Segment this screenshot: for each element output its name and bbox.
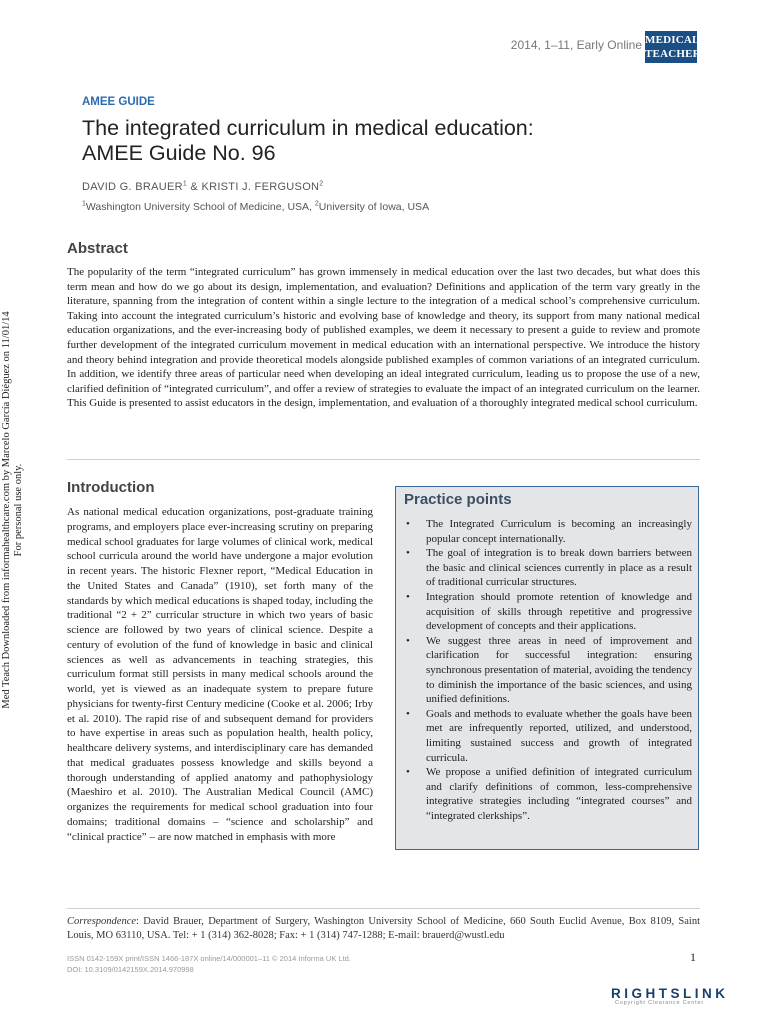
correspondence-text: : David Brauer, Department of Surgery, Washington University School of Medicine, 660 South Euclid Avenue, Box 8109, Saint Louis, MO 63110, USA. Tel: + 1 (314) 362-8028; Fax: + 1 (314) 747-1288; E-mail: brauerd@wustl.edu [67,916,700,941]
affiliation-mark: 2 [314,200,319,208]
abstract-text: The popularity of the term “integrated curriculum” has grown immensely in medical education over the last two decades, but what does this term mean and how do we go about its design, implementation, and evaluation? Definitions and application of the term vary greatly in the literature, spanning from the integration of content within a single lecture to the integration of a medical school’s comprehensive curriculum. Taking into account the integrated curriculum’s historic and evolving base of knowledge and theory, its support from many national medical education organizations, and the ever-increasing body of published examples, we deem it necessary to present a guide to review and promote further development of the integrated curriculum movement in medical education with an international perspective. We introduce the history and theory behind integration and provide theoretical models alongside published examples of common variations of an integrated curriculum. In addition, we identify three areas of particular need when developing an ideal integrated curriculum, leading us to propose the use of a new, clarified definition of “integrated curriculum”, and offer a review of strategies to evaluate the impact of an integrated curriculum on the learner. This Guide is presented to assist educators in the design, implementation, and evaluation of a thoroughly integrated medical school curriculum. [67,266,700,410]
introduction-text: As national medical education organizations, post-graduate training programs, and employers place ever-increasing scrutiny on preparing medical school graduates for large volumes of clinical work, medical school curricula around the world have undergone a major evolution in recent years. The historic Flexner report, “Medical Education in the United States and Canada” (1910), set forth many of the standards by which medical educations is shaped today, including the traditional “2 + 2” curricular structure in which two years of basic science are followed by two years of clinical science. Despite a century of evolution of the fund of knowledge in basic and clinical sciences as well as advancements in teaching strategies, this curriculum format still persists in many medical schools around the world, yet is viewed as an inadequate system to prepare future physicians for twenty-first Century medicine (Cooke et al. 2006; Irby et al. 2010). The rapid rise of and subsequent demand for providers to have expertise in areas such as population health, health policy, healthcare delivery systems, and interdisciplinary care has demanded that medical graduates possess knowledge and skills beyond a thorough understanding of applied anatomy and pathophysiology (Maeshiro et al. 2010). The Australian Medical Council (AMC) organizes the requirements for medical school graduation into four domains; traditional domains – “science and scholarship” and “clinical practice” – are now matched in emphasis with more [67,506,373,843]
author-separator: & [187,181,202,193]
section-divider [67,459,700,460]
practice-point: • Goals and methods to evaluate whether the goals have been met are infrequently reported, utilized, and understood, limiting sustained success and growth of integrated curricula. [404,707,692,765]
doi-line: DOI: 10.3109/0142159X.2014.970998 [67,965,194,974]
journal-logo-line1: MEDICAL [645,34,700,46]
practice-points-heading: Practice points [404,491,512,508]
journal-logo-line2: TEACHER [645,48,701,60]
issn-line: ISSN 0142-159X print/ISSN 1466-187X online/14/000001–11 © 2014 Informa UK Ltd. [67,954,351,963]
abstract-heading: Abstract [67,240,128,257]
rightslink-logo [611,986,757,1012]
practice-points-box [395,486,699,850]
practice-point: • The goal of integration is to break down barriers between the basic and clinical sciences currently in place as a result of traditional curricular structures. [404,546,692,590]
practice-points-list [404,517,692,823]
author-name: DAVID G. BRAUER [82,181,183,193]
affiliation: University of Iowa, USA [318,201,430,213]
affiliation-mark: 1 [82,200,86,208]
download-notice [0,311,26,709]
publication-info [67,953,351,975]
article-title-line2: AMEE Guide No. 96 [82,141,276,165]
correspondence [67,915,700,943]
practice-point: • We propose a unified definition of integrated curriculum and clarify definitions of common, less-comprehensive integrative strategies including “integrated courses” and “integrated clerkships”. [404,765,692,823]
author-affiliation-mark: 2 [319,180,324,188]
affiliations [82,201,429,213]
article-title [82,116,722,166]
practice-point: • Integration should promote retention of knowledge and acquisition of skills through repetitive and progressive development of concepts and their applications. [404,590,692,634]
journal-issue-info: 2014, 1–11, Early Online [510,38,642,52]
practice-point: • The Integrated Curriculum is becoming an increasingly popular concept internationally. [404,517,692,546]
page-number: 1 [690,950,696,964]
author-list [82,181,324,193]
practice-point: • We suggest three areas in need of improvement and clarification for successful integration: ensuring synchronous presentation of material, avoiding the tendency to diminish the importance of the basic sciences, and using unified definitions. [404,634,692,707]
footer-divider [67,908,700,909]
rightslink-wordmark: RIGHTSLINK [611,986,729,1001]
rightslink-tagline: Copyright Clearance Center [615,1000,704,1006]
author-name: KRISTI J. FERGUSON [201,181,320,193]
affiliation: Washington University School of Medicine, USA, [85,201,315,213]
author-affiliation-mark: 1 [182,180,188,188]
introduction-heading: Introduction [67,479,155,496]
download-notice-line1: Med Teach Downloaded from informahealthcare.com by Marcelo García Diéguez on 11/01/14 [1,311,12,709]
download-notice-line2: For personal use only. [13,463,24,557]
series-label: AMEE GUIDE [82,96,155,108]
journal-logo [645,31,701,63]
article-title-line1: The integrated curriculum in medical education: [82,116,534,140]
correspondence-label: Correspondence [67,916,137,927]
